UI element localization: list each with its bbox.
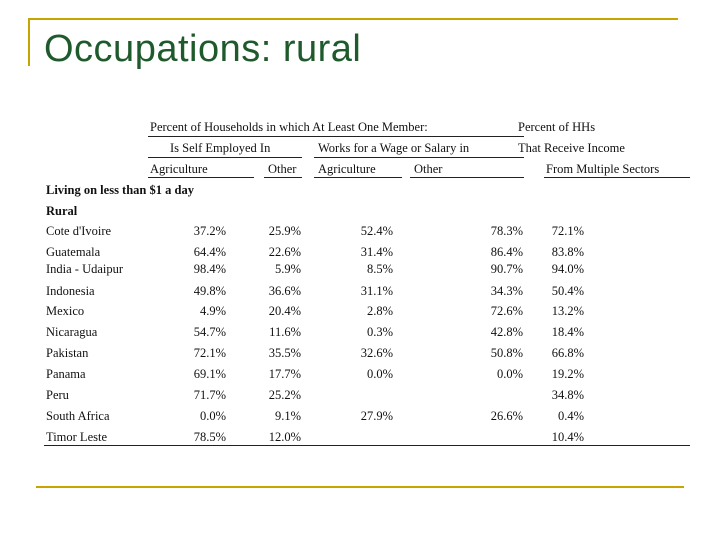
- row-value: 31.1%: [360, 284, 393, 298]
- row-value: 90.7%: [490, 262, 523, 276]
- row-value: 0.3%: [366, 325, 393, 339]
- row-country: South Africa: [46, 409, 110, 423]
- row-value: 17.7%: [268, 367, 301, 381]
- row-country: Timor Leste: [46, 430, 107, 444]
- row-value: 78.3%: [490, 224, 523, 238]
- subsection-label: Rural: [46, 204, 78, 218]
- row-value: 72.1%: [193, 346, 226, 360]
- column-header: Other: [414, 162, 443, 176]
- row-value: 64.4%: [193, 245, 226, 259]
- row-value: 22.6%: [268, 245, 301, 259]
- row-value: 86.4%: [490, 245, 523, 259]
- row-country: India - Udaipur: [46, 262, 124, 276]
- subheader-self-employed: Is Self Employed In: [170, 141, 271, 155]
- row-country: Mexico: [46, 304, 85, 318]
- row-value: 31.4%: [360, 245, 393, 259]
- row-value: 9.1%: [274, 409, 301, 423]
- header-rule: [314, 177, 402, 178]
- section-label: Living on less than $1 a day: [46, 183, 194, 197]
- row-country: Guatemala: [46, 245, 101, 259]
- row-value: 50.8%: [490, 346, 523, 360]
- row-value: 0.0%: [496, 367, 523, 381]
- row-country: Peru: [46, 388, 69, 402]
- row-value: 34.8%: [551, 388, 584, 402]
- column-header: Other: [268, 162, 297, 176]
- row-value: 25.2%: [268, 388, 301, 402]
- row-country: Panama: [46, 367, 86, 381]
- row-value: 25.9%: [268, 224, 301, 238]
- row-value: 10.4%: [551, 430, 584, 444]
- row-value: 0.0%: [199, 409, 226, 423]
- subheader-wage-salary: Works for a Wage or Salary in: [318, 141, 470, 155]
- row-value: 0.0%: [366, 367, 393, 381]
- row-value: 34.3%: [490, 284, 523, 298]
- header-rule: [314, 157, 524, 158]
- header-rule: [148, 157, 302, 158]
- row-country: Cote d'Ivoire: [46, 224, 112, 238]
- table-bottom-rule: [44, 445, 690, 446]
- row-value: 98.4%: [193, 262, 226, 276]
- row-value: 19.2%: [551, 367, 584, 381]
- row-value: 94.0%: [551, 262, 584, 276]
- row-value: 78.5%: [193, 430, 226, 444]
- column-header: Agriculture: [318, 162, 376, 176]
- header-rule: [148, 136, 524, 137]
- header-rule: [410, 177, 524, 178]
- row-value: 71.7%: [193, 388, 226, 402]
- row-value: 54.7%: [193, 325, 226, 339]
- row-value: 8.5%: [366, 262, 393, 276]
- header-group-multi-sector: Percent of HHs: [518, 120, 596, 134]
- header-rule: [264, 177, 302, 178]
- row-value: 83.8%: [551, 245, 584, 259]
- header-rule: [148, 177, 254, 178]
- row-country: Nicaragua: [46, 325, 98, 339]
- slide-title: Occupations: rural: [44, 28, 362, 70]
- row-value: 49.8%: [193, 284, 226, 298]
- row-value: 0.4%: [557, 409, 584, 423]
- subheader-income-line1: That Receive Income: [518, 141, 625, 155]
- row-value: 18.4%: [551, 325, 584, 339]
- row-value: 32.6%: [360, 346, 393, 360]
- row-value: 13.2%: [551, 304, 584, 318]
- row-value: 37.2%: [193, 224, 226, 238]
- row-country: Pakistan: [46, 346, 89, 360]
- row-value: 2.8%: [366, 304, 393, 318]
- row-value: 50.4%: [551, 284, 584, 298]
- row-value: 52.4%: [360, 224, 393, 238]
- row-value: 11.6%: [269, 325, 301, 339]
- row-value: 5.9%: [274, 262, 301, 276]
- header-rule: [544, 177, 690, 178]
- row-value: 72.6%: [490, 304, 523, 318]
- subheader-income-line2: From Multiple Sectors: [546, 162, 660, 176]
- row-value: 27.9%: [360, 409, 393, 423]
- row-value: 72.1%: [551, 224, 584, 238]
- row-value: 36.6%: [268, 284, 301, 298]
- row-value: 26.6%: [490, 409, 523, 423]
- row-value: 4.9%: [199, 304, 226, 318]
- row-value: 12.0%: [268, 430, 301, 444]
- column-header: Agriculture: [150, 162, 208, 176]
- row-value: 69.1%: [193, 367, 226, 381]
- row-value: 20.4%: [268, 304, 301, 318]
- row-value: 35.5%: [268, 346, 301, 360]
- row-value: 66.8%: [551, 346, 584, 360]
- row-value: 42.8%: [490, 325, 523, 339]
- header-group-households: Percent of Households in which At Least One Member:: [150, 120, 428, 134]
- row-country: Indonesia: [46, 284, 95, 298]
